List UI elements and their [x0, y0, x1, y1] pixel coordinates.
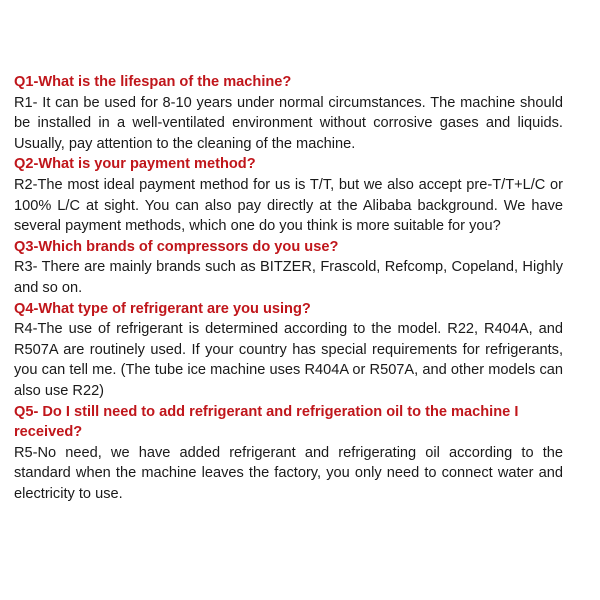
- faq-question: Q2-What is your payment method?: [14, 156, 256, 173]
- faq-item-5: [14, 402, 563, 505]
- faq-item-4: [14, 299, 563, 402]
- faq-answer: R5-No need, we have added refrigerant and refrigerating oil according to the standard when the machine leaves the factory, you only need to connect water and electricity to use.: [14, 444, 563, 502]
- faq-document: [14, 72, 563, 504]
- faq-item-1: [14, 72, 563, 154]
- faq-item-2: [14, 154, 563, 236]
- faq-question: Q1-What is the lifespan of the machine?: [14, 74, 292, 90]
- faq-answer: R4-The use of refrigerant is determined according to the model. R22, R404A, and R507A are routinely used. If your country has special requirements for refrigerants, you can tell me. (The tube ice machine uses R404A or R507A, and other models can also use R22): [14, 321, 563, 399]
- faq-answer: R1- It can be used for 8-10 years under normal circumstances. The machine should be installed in a well-ventilated environment without corrosive gases and liquids. Usually, pay attention to the cleaning of the machine.: [14, 94, 563, 152]
- faq-answer: R3- There are mainly brands such as BITZER, Frascold, Refcomp, Copeland, Highly and so on.: [14, 259, 563, 296]
- faq-question: Q5- Do I still need to add refrigerant and refrigeration oil to the machine I received?: [14, 403, 519, 441]
- faq-item-3: [14, 237, 563, 299]
- faq-question: Q4-What type of refrigerant are you using?: [14, 300, 311, 317]
- faq-question: Q3-Which brands of compressors do you use?: [14, 238, 339, 255]
- faq-answer: R2-The most ideal payment method for us is T/T, but we also accept pre-T/T+L/C or 100% L/C at sight. You can also pay directly at the Alibaba background. We have several payment methods, which one do you think is more suitable for you?: [14, 176, 563, 235]
